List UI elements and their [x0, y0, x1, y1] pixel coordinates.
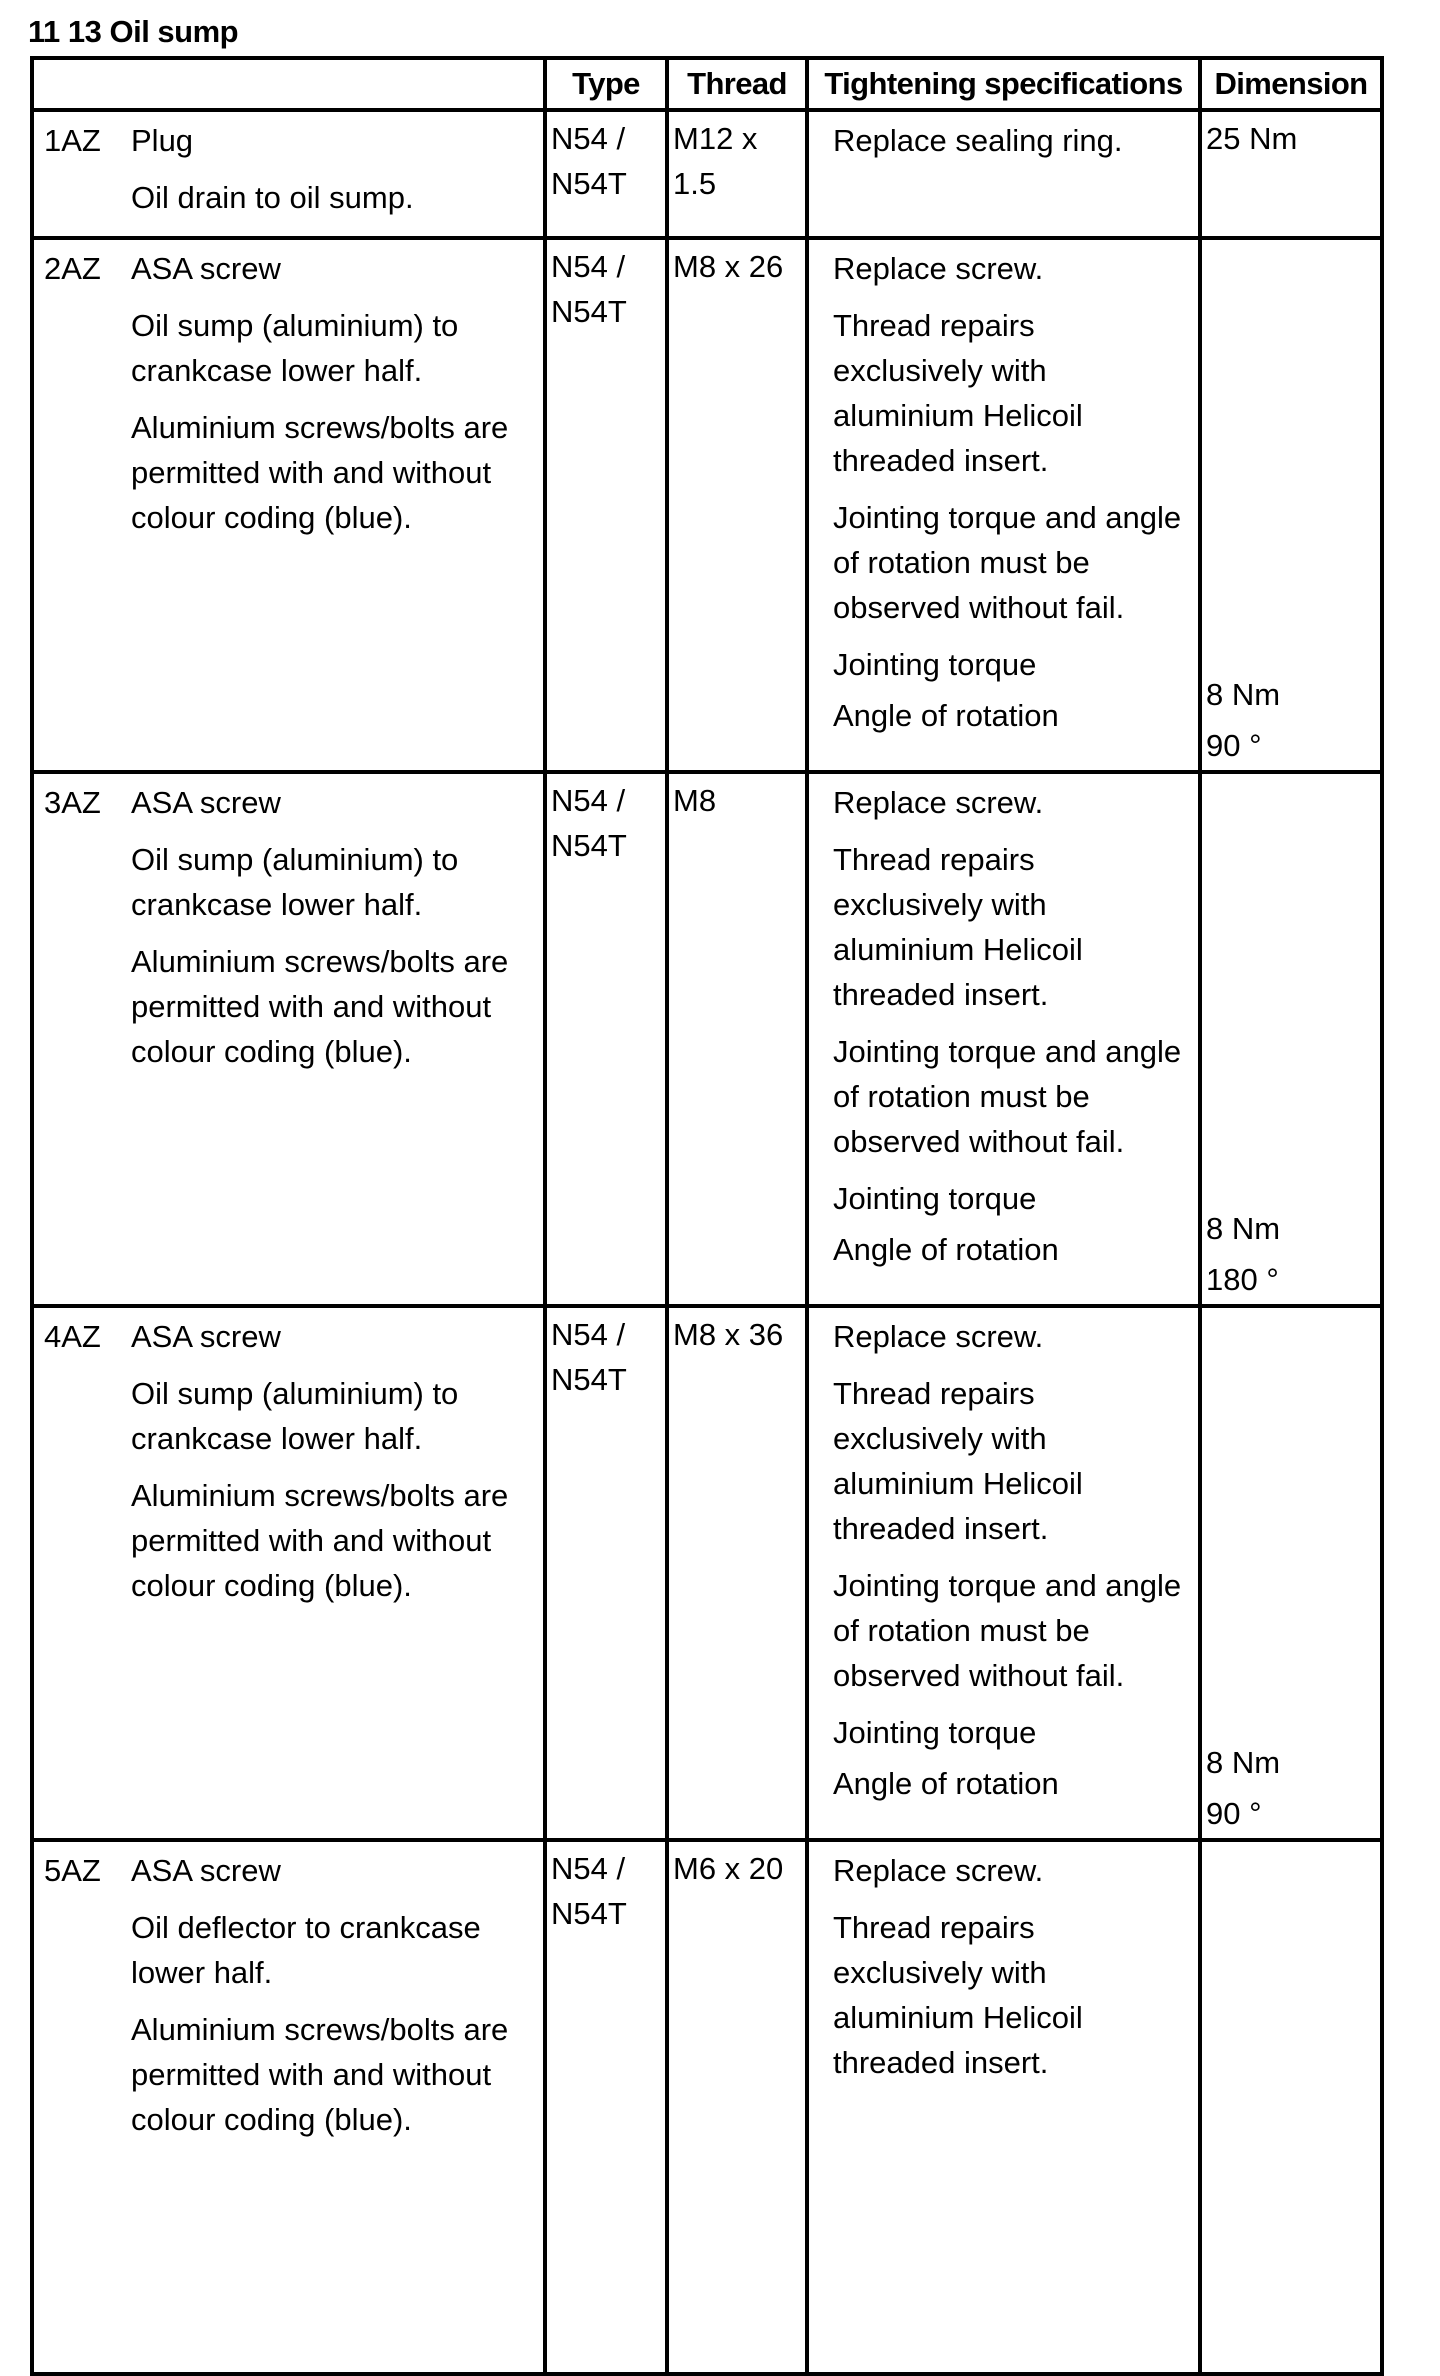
thread-value: M6 x 20: [673, 1851, 784, 1886]
spec-text: Jointing torque and angle of rotation must be observed without fail.: [833, 1034, 1182, 1159]
dimension-value: 25 Nm: [1206, 121, 1298, 156]
thread-cell: [667, 238, 807, 772]
item-cell: [32, 110, 545, 238]
table-row: [32, 772, 1382, 1306]
header-type: Type: [545, 58, 667, 110]
item-description: Oil sump (aluminium) to crankcase lower half.: [131, 1376, 459, 1456]
type-cell: [545, 238, 667, 772]
spec-text: Replace screw.: [833, 785, 1044, 820]
type-value: N54 / N54T: [551, 1317, 627, 1397]
item-id: 3AZ: [44, 785, 101, 820]
item-name: ASA screw: [131, 1319, 281, 1354]
header-item: [32, 58, 545, 110]
angle-label: Angle of rotation: [833, 1766, 1059, 1801]
dimension-cell: [1200, 772, 1382, 1306]
spec-cell: [807, 110, 1200, 238]
thread-value: M8 x 26: [673, 249, 784, 284]
thread-cell: [667, 110, 807, 238]
item-cell: [32, 1840, 545, 2374]
table-row: [32, 110, 1382, 238]
torque-label: Jointing torque: [833, 1181, 1037, 1216]
item-description: Oil sump (aluminium) to crankcase lower half.: [131, 842, 459, 922]
type-value: N54 / N54T: [551, 1851, 627, 1931]
spec-text: Thread repairs exclusively with aluminium Helicoil threaded insert.: [833, 1910, 1083, 2080]
torque-label: Jointing torque: [833, 1715, 1037, 1750]
dimension-cell: [1200, 238, 1382, 772]
torque-value: 8 Nm: [1206, 1745, 1281, 1780]
item-name: ASA screw: [131, 251, 281, 286]
spec-text: Thread repairs exclusively with aluminium Helicoil threaded insert.: [833, 842, 1083, 1012]
item-description: Oil drain to oil sump.: [131, 180, 414, 215]
item-id: 2AZ: [44, 251, 101, 286]
header-row: [32, 58, 1382, 110]
item-id: 5AZ: [44, 1853, 101, 1888]
spec-text: Replace screw.: [833, 1319, 1044, 1354]
spec-text: Replace screw.: [833, 251, 1044, 286]
item-name: Plug: [131, 123, 194, 158]
item-id: 1AZ: [44, 123, 101, 158]
spec-text: Replace sealing ring.: [833, 123, 1123, 158]
spec-cell: [807, 1306, 1200, 1840]
item-cell: [32, 238, 545, 772]
thread-cell: [667, 1306, 807, 1840]
angle-value: 180 °: [1206, 1262, 1279, 1297]
item-name: ASA screw: [131, 1853, 281, 1888]
item-note: Aluminium screws/bolts are permitted with and without colour coding (blue).: [131, 410, 509, 535]
type-cell: [545, 1840, 667, 2374]
torque-value: 8 Nm: [1206, 677, 1281, 712]
table-row: [32, 1306, 1382, 1840]
spec-text: Thread repairs exclusively with aluminium Helicoil threaded insert.: [833, 308, 1083, 478]
type-value: N54 / N54T: [551, 249, 627, 329]
item-id: 4AZ: [44, 1319, 101, 1354]
table-row: [32, 238, 1382, 772]
item-description: Oil sump (aluminium) to crankcase lower half.: [131, 308, 459, 388]
spec-text: Jointing torque and angle of rotation must be observed without fail.: [833, 1568, 1182, 1693]
page-title: 11 13 Oil sump: [28, 14, 239, 49]
header-dimension: Dimension: [1200, 58, 1382, 110]
torque-value: 8 Nm: [1206, 1211, 1281, 1246]
header-thread: Thread: [667, 58, 807, 110]
item-note: Aluminium screws/bolts are permitted with and without colour coding (blue).: [131, 944, 509, 1069]
item-cell: [32, 772, 545, 1306]
type-cell: [545, 772, 667, 1306]
torque-label: Jointing torque: [833, 647, 1037, 682]
type-value: N54 / N54T: [551, 783, 627, 863]
dimension-cell: [1200, 110, 1382, 238]
thread-value: M12 x 1.5: [673, 121, 758, 201]
thread-cell: [667, 1840, 807, 2374]
thread-value: M8: [673, 783, 717, 818]
item-cell: [32, 1306, 545, 1840]
angle-label: Angle of rotation: [833, 1232, 1059, 1267]
angle-value: 90 °: [1206, 728, 1262, 763]
dimension-cell: [1200, 1306, 1382, 1840]
spec-text: Jointing torque and angle of rotation must be observed without fail.: [833, 500, 1182, 625]
spec-table: [30, 56, 1384, 2376]
item-name: ASA screw: [131, 785, 281, 820]
item-note: Aluminium screws/bolts are permitted with and without colour coding (blue).: [131, 2012, 509, 2137]
item-note: Aluminium screws/bolts are permitted with and without colour coding (blue).: [131, 1478, 509, 1603]
spec-cell: [807, 1840, 1200, 2374]
type-cell: [545, 1306, 667, 1840]
spec-text: Replace screw.: [833, 1853, 1044, 1888]
spec-cell: [807, 238, 1200, 772]
thread-value: M8 x 36: [673, 1317, 784, 1352]
spec-cell: [807, 772, 1200, 1306]
type-cell: [545, 110, 667, 238]
header-spec: Tightening specifications: [807, 58, 1200, 110]
dimension-cell: [1200, 1840, 1382, 2374]
item-description: Oil deflector to crankcase lower half.: [131, 1910, 481, 1990]
angle-label: Angle of rotation: [833, 698, 1059, 733]
table-row: [32, 1840, 1382, 2374]
spec-text: Thread repairs exclusively with aluminium Helicoil threaded insert.: [833, 1376, 1083, 1546]
thread-cell: [667, 772, 807, 1306]
angle-value: 90 °: [1206, 1796, 1262, 1831]
type-value: N54 / N54T: [551, 121, 627, 201]
